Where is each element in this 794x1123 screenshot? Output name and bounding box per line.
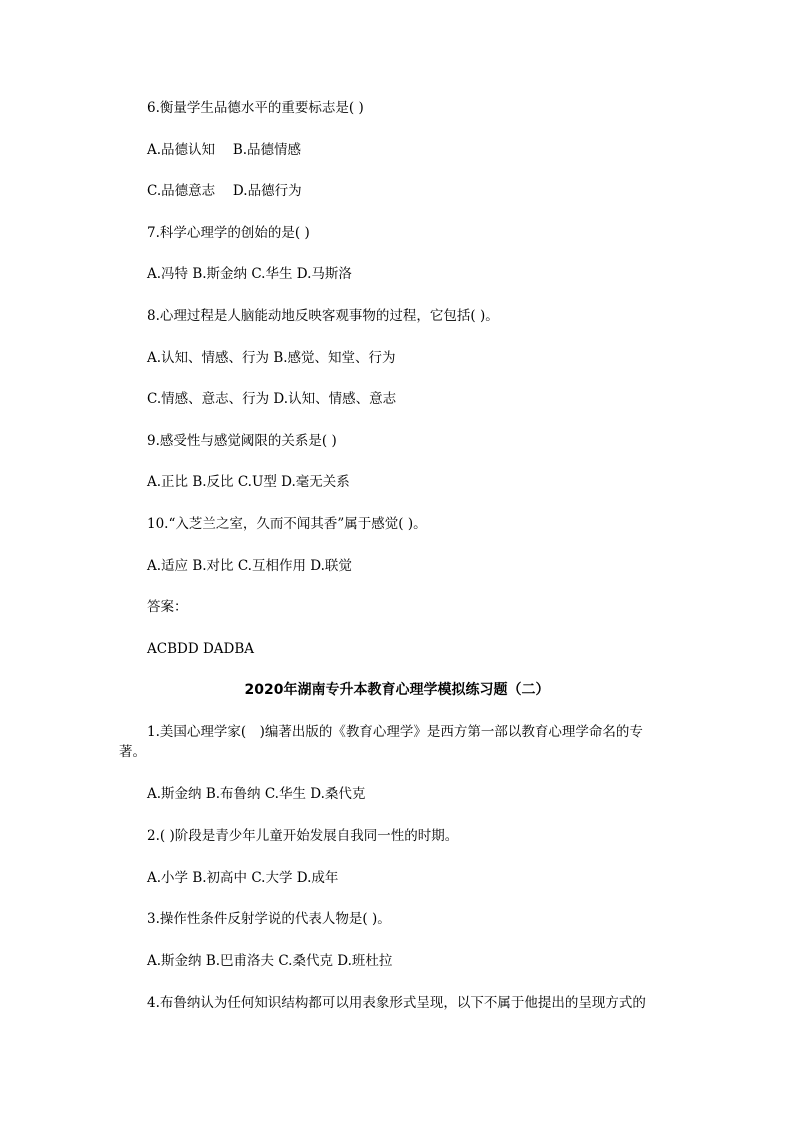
answer-value: ACBDD DADBA [147, 641, 255, 657]
section-heading: 2020年湖南专升本教育心理学模拟练习题（二） [244, 682, 550, 698]
question-8-options-cd: C.情感、意志、行为 D.认知、情感、意志 [147, 391, 397, 407]
question-8-options-ab: A.认知、情感、行为 B.感觉、知堂、行为 [147, 350, 396, 366]
question-8: 8.心理过程是人脑能动地反映客观事物的过程，它包括( )。 [147, 308, 499, 324]
part2-question-3-options: A.斯金纳 B.巴甫洛夫 C.桑代克 D.班杜拉 [147, 953, 393, 969]
part2-question-3: 3.操作性条件反射学说的代表人物是( )。 [147, 911, 391, 927]
part2-question-1-line2: 著。 [119, 744, 146, 760]
part2-question-4: 4.布鲁纳认为任何知识结构都可以用表象形式呈现，以下不属于他提出的呈现方式的 [147, 995, 646, 1011]
question-6-options-cd: C.品德意志 D.品德行为 [147, 183, 302, 199]
question-10: 10.“入芝兰之室，久而不闻其香”属于感觉( )。 [147, 516, 427, 532]
part2-question-1-line1: 1.美国心理学家( )编著出版的《教育心理学》是西方第一部以教育心理学命名的专 [147, 724, 643, 740]
part2-question-2: 2.( )阶段是青少年儿童开始发展自我同一性的时期。 [147, 828, 459, 844]
question-6: 6.衡量学生品德水平的重要标志是( ) [147, 100, 364, 116]
question-7: 7.科学心理学的创始的是( ) [147, 225, 310, 241]
question-9: 9.感受性与感觉阈限的关系是( ) [147, 433, 337, 449]
question-6-options-ab: A.品德认知 B.品德情感 [147, 142, 302, 158]
question-10-options: A.适应 B.对比 C.互相作用 D.联觉 [147, 558, 352, 574]
part2-question-2-options: A.小学 B.初高中 C.大学 D.成年 [147, 870, 339, 886]
question-9-options: A.正比 B.反比 C.U型 D.毫无关系 [147, 474, 350, 490]
part2-question-1-options: A.斯金纳 B.布鲁纳 C.华生 D.桑代克 [147, 786, 366, 802]
answer-label: 答案： [147, 599, 188, 615]
question-7-options: A.冯特 B.斯金纳 C.华生 D.马斯洛 [147, 266, 352, 282]
